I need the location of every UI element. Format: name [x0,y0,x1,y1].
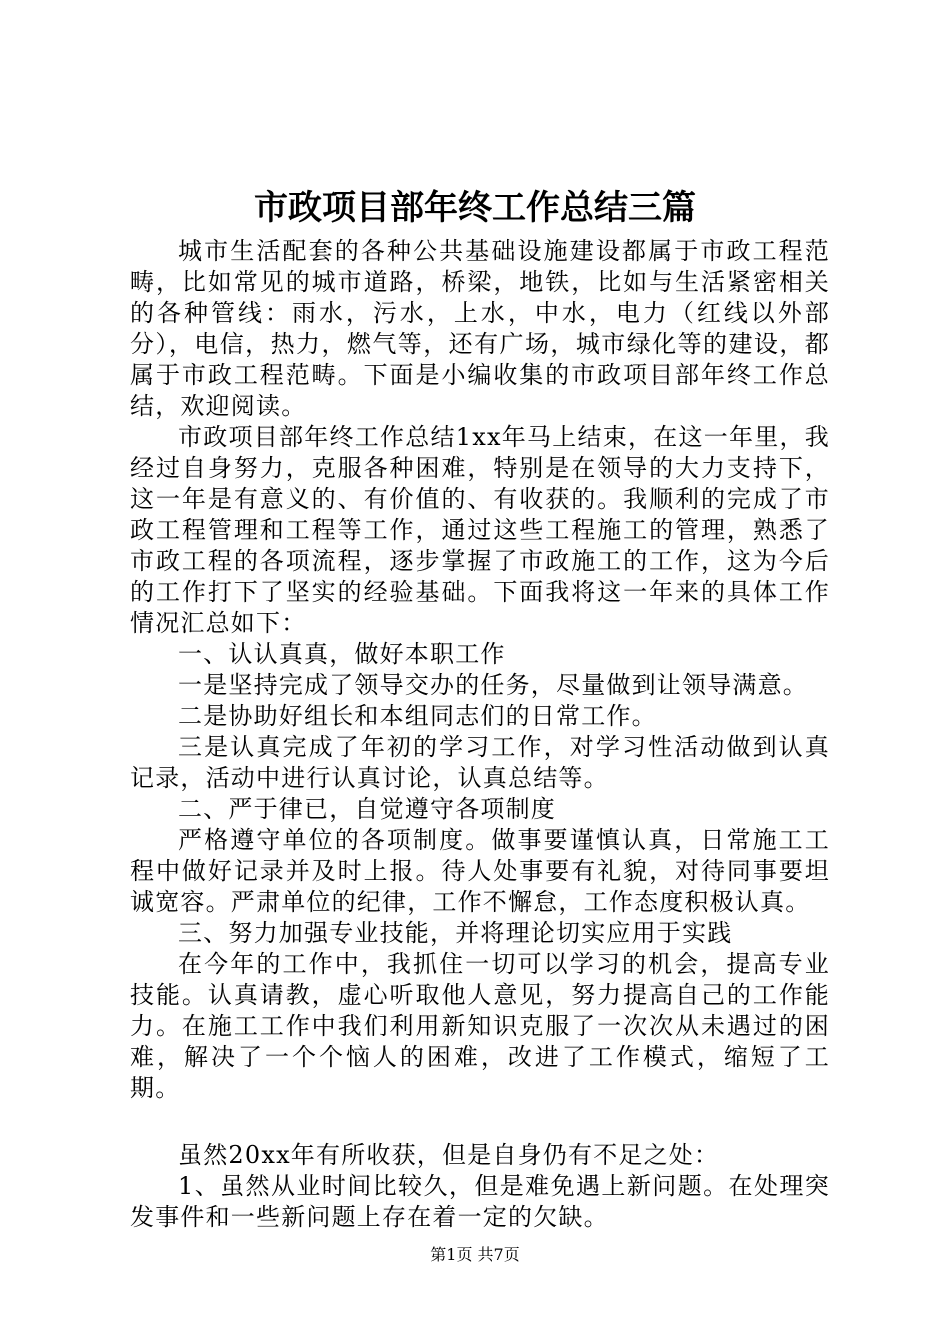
section-heading-3: 三、努力加强专业技能，并将理论切实应用于实践 [178,919,733,947]
paragraph-item-2: 二是协助好组长和本组同志们的日常工作。 [178,702,657,730]
paragraph-intro: 城市生活配套的各种公共基础设施建设都属于市政工程范畴，比如常见的城市道路，桥梁，地铁，比如与生活紧密相关的各种管线：雨水，污水，上水，中水，电力（红线以外部分），电信，热力，燃气等，还有广场，城市绿化等的建设，都属于市政工程范畴。下面是小编收集的市政项目部年终工作总结，欢迎阅读。 [130,237,830,420]
page-footer: 第1页 共7页 [430,1245,520,1264]
paragraph-summary-opening: 市政项目部年终工作总结1xx年马上结束，在这一年里，我经过自身努力，克服各种困难，特别是在领导的大力支持下，这一年是有意义的、有价值的、有收获的。我顺利的完成了市政工程管理和工程等工作，通过这些工程施工的管理，熟悉了市政工程的各项流程，逐步掌握了市政施工的工作，这为今后的工作打下了坚实的经验基础。下面我将这一年来的具体工作情况汇总如下： [130,423,830,637]
section-heading-1: 一、认认真真，做好本职工作 [178,640,506,668]
paragraph-shortcoming-1: 1、虽然从业时间比较久，但是难免遇上新问题。在处理突发事件和一些新问题上存在着一定的欠缺。 [130,1172,830,1231]
paragraph-skills: 在今年的工作中，我抓住一切可以学习的机会，提高专业技能。认真请教，虚心听取他人意见，努力提高自己的工作能力。在施工工作中我们利用新知识克服了一次次从未遇过的困难，解决了一个个恼人的困难，改进了工作模式，缩短了工期。 [130,950,830,1102]
document-title: 市政项目部年终工作总结三篇 [254,188,696,228]
paragraph-item-3: 三是认真完成了年初的学习工作，对学习性活动做到认真记录，活动中进行认真讨论，认真总结等。 [130,733,830,792]
section-heading-2: 二、严于律已，自觉遵守各项制度 [178,795,556,823]
paragraph-discipline: 严格遵守单位的各项制度。做事要谨慎认真，日常施工工程中做好记录并及时上报。待人处事要有礼貌，对待同事要坦诚宽容。严肃单位的纪律，工作不懈怠，工作态度积极认真。 [130,826,830,916]
paragraph-item-1: 一是坚持完成了领导交办的任务，尽量做到让领导满意。 [178,671,808,699]
paragraph-shortcomings: 虽然20xx年有所收获，但是自身仍有不足之处： [178,1141,720,1169]
document-body [130,236,830,1233]
